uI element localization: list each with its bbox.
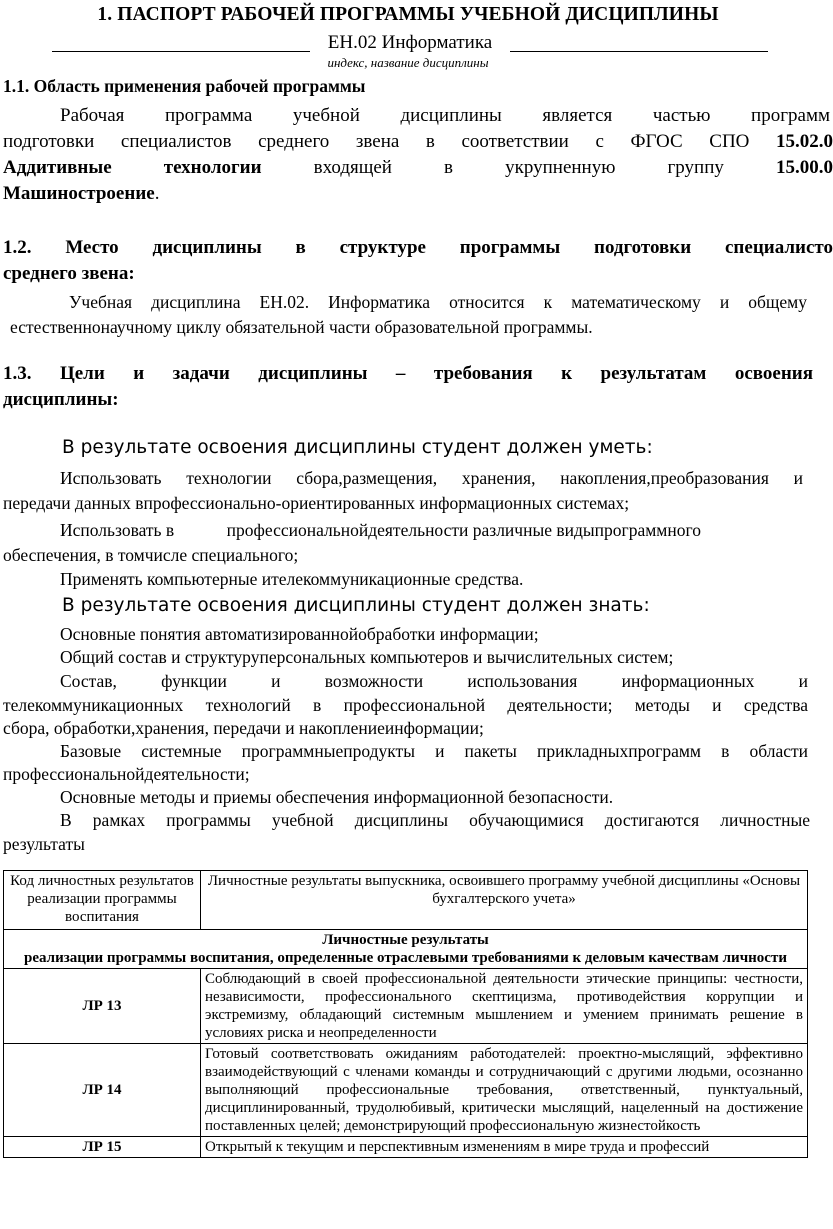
skill-3: Применять компьютерные ителекоммуникационные средства.: [60, 569, 524, 589]
lr-description: Готовый соответствовать ожиданиям работодателей: проектно-мыслящий, эффективно взаимодействующий с членами команды и сотрудничающий с другими людьми, осознанно выполняющий профессиональные требования, ответственный, пунктуальный, дисциплинированный, трудолюбивый, критически мыслящий, нацеленный на достижение поставленных целей; демонстрирующий профессиональную жизнестойкость: [201, 1044, 808, 1137]
table-header-row: [4, 871, 808, 930]
knowledge-5: Основные методы и приемы обеспечения информационной безопасности.: [60, 787, 614, 807]
table-section-heading: [4, 930, 808, 969]
s11-line1: [3, 103, 830, 129]
knowledge-lead: В результате освоения дисциплины студент должен знать:: [62, 595, 650, 616]
s12-line1: Учебная дисциплина ЕН.02. Информатика относится к математическому и общему: [69, 292, 807, 312]
lr-description: Открытый к текущим и перспективным изменениям в мире труда и профессий: [201, 1137, 808, 1158]
skill-1-line1: Использовать технологии сбора,размещения, хранения, накопления,преобразования и: [60, 468, 803, 488]
underline-right: [510, 51, 768, 52]
table-section-row: [4, 930, 808, 969]
subject-caption: индекс, название дисциплины: [327, 55, 489, 70]
table-row: [4, 969, 808, 1044]
section-1-2-heading-1: 1.2. Место дисциплины в структуре программы подготовки специалисто: [3, 237, 833, 258]
s11-specialty-name: Аддитивные технологии: [3, 157, 262, 178]
table-header-results: Личностные результаты выпускника, освоившего программу учебной дисциплины «Основы бухгалтерского учета»: [201, 871, 808, 930]
table-section-line1: Личностные результаты: [322, 932, 489, 948]
knowledge-3-line1: Состав, функции и возможности использования информационных и: [60, 671, 808, 691]
section-1-3-heading-1: 1.3. Цели и задачи дисциплины – требования к результатам освоения: [3, 363, 813, 384]
underline-left: [52, 51, 310, 52]
subject-line: [52, 30, 768, 55]
s11-period: .: [154, 183, 160, 204]
subject-name: ЕН.02 Информатика: [327, 32, 493, 53]
s11-line1-text: Рабочая программа учебной дисциплины является частью программ: [60, 105, 830, 126]
skill-1-line2: передачи данных впрофессионально-ориентированных информационных системах;: [3, 493, 630, 513]
skill-2-line2: обеспечения, в томчисле специального;: [3, 545, 299, 565]
lr-description: Соблюдающий в своей профессиональной деятельности этические принципы: честности, независимости, профессионального скептицизма, противодействия коррупции и экстремизму, обладающий системным мышлением и умением принимать решение в условиях риска и неопределенности: [201, 969, 808, 1044]
table-row: [4, 1137, 808, 1158]
section-1-1-heading: 1.1. Область применения рабочей программы: [3, 76, 366, 96]
s11-code-specialty: 15.02.0: [776, 131, 833, 152]
s11-line2: [3, 129, 833, 155]
personal-results-intro-line2: результаты: [3, 834, 85, 854]
personal-results-table: [3, 870, 808, 1158]
lr-code: ЛР 13: [4, 969, 201, 1044]
section-1-2-heading-2: среднего звена:: [3, 263, 135, 284]
skill-2-line1: Использовать в профессиональнойдеятельности различные видыпрограммного: [60, 520, 701, 540]
knowledge-3-line2: телекоммуникационных технологий в профессиональной деятельности; методы и средства: [3, 695, 808, 715]
personal-results-intro-line1: В рамках программы учебной дисциплины обучающимися достигаются личностные: [60, 810, 810, 830]
table-header-code: Код личностных результатов реализации программы воспитания: [4, 871, 201, 930]
lr-code: ЛР 15: [4, 1137, 201, 1158]
s11-line4: [3, 181, 833, 207]
s11-code-group: 15.00.0: [776, 157, 833, 178]
knowledge-3-line3: сбора, обработки,хранения, передачи и накоплениеинформации;: [3, 718, 484, 738]
s11-line3: [3, 155, 833, 181]
lr-code: ЛР 14: [4, 1044, 201, 1137]
s12-line2: естественнонаучному циклу обязательной части образовательной программы.: [10, 317, 593, 337]
document-title: 1. ПАСПОРТ РАБОЧЕЙ ПРОГРАММЫ УЧЕБНОЙ ДИСЦИПЛИНЫ: [97, 4, 719, 25]
knowledge-4-line2: профессиональнойдеятельности;: [3, 764, 250, 784]
table-section-line2: реализации программы воспитания, определенные отраслевыми требованиями к деловым качествам личности: [24, 950, 787, 966]
skills-lead: В результате освоения дисциплины студент должен уметь:: [62, 437, 653, 458]
knowledge-2: Общий состав и структуруперсональных компьютеров и вычислительных систем;: [60, 647, 674, 667]
knowledge-4-line1: Базовые системные программныепродукты и пакеты прикладныхпрограмм в области: [60, 741, 808, 761]
s11-line3-text: входящей в укрупненную группу: [261, 157, 776, 178]
knowledge-1: Основные понятия автоматизированнойобработки информации;: [60, 624, 539, 644]
section-1-3-heading-2: дисциплины:: [3, 389, 119, 410]
s11-line2-text: подготовки специалистов среднего звена в соответствии с ФГОС СПО: [3, 131, 776, 152]
table-row: [4, 1044, 808, 1137]
s11-group-name: Машиностроение: [3, 183, 155, 204]
